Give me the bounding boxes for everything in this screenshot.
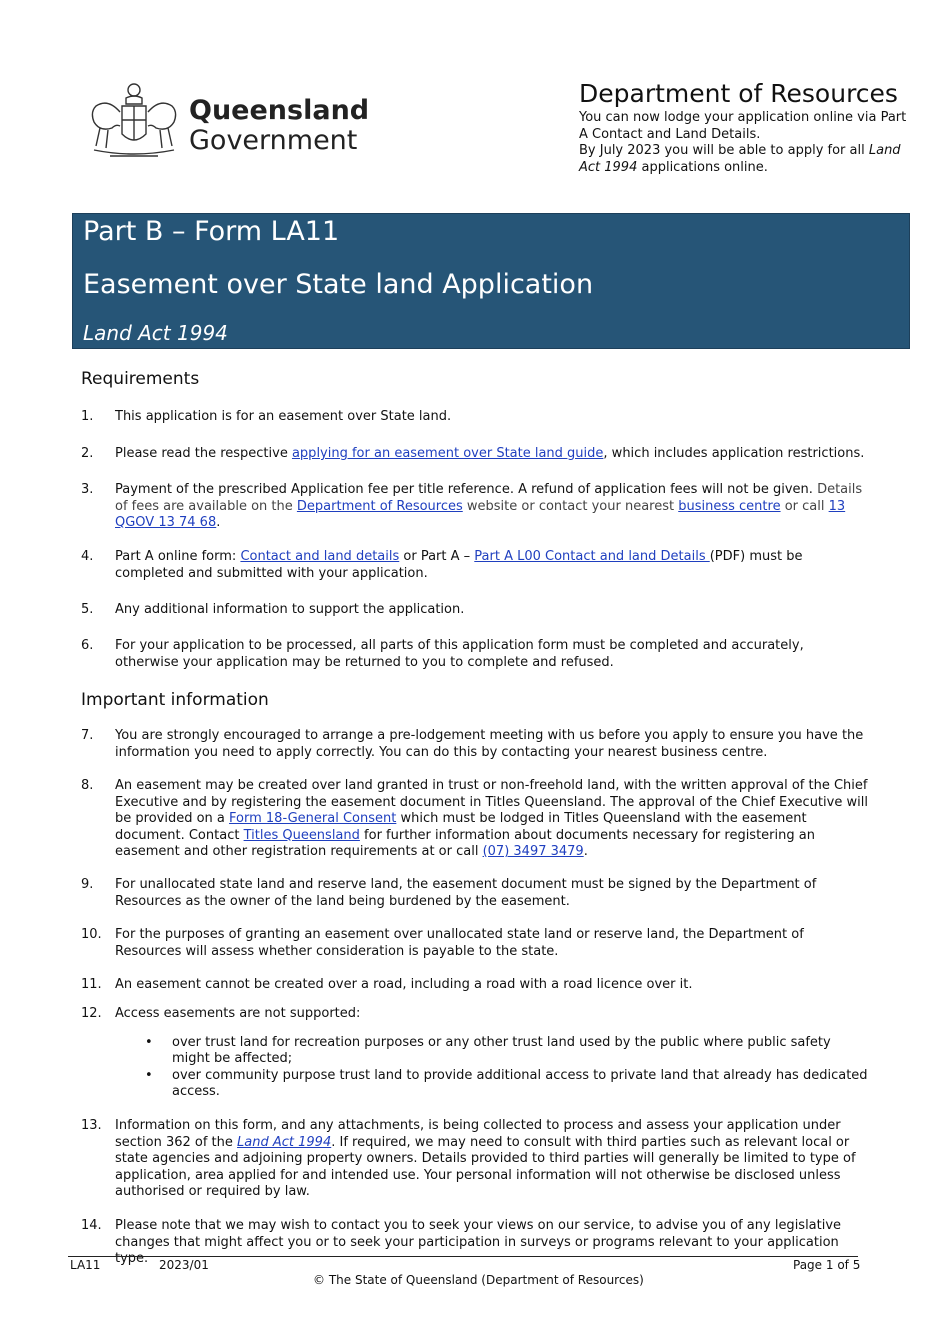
footer-version: 2023/01 [159, 1258, 209, 1272]
footer-page-number: Page 1 of 5 [793, 1258, 861, 1272]
list-item: 3. Payment of the prescribed Application fee per title reference. A refund of application fees will not be given. Details of fees are available on the Department of Resources website or contact your nearest business centre or call 13 QGOV 13 74 68. [81, 482, 863, 530]
list-item: 5. Any additional information to support the application. [81, 602, 465, 617]
bullet-item: • over trust land for recreation purposes or any other trust land used by the public where public safety might be affected; [145, 1034, 831, 1066]
list-item: 13. Information on this form, and any attachments, is being collected to process and assess your application under section 362 of the Land Act 1994. If required, we may need to consult with third parties such as relevant local or state agencies and adjoining property owners. Details provided to third parties will generally be limited to type of application, area applied for and intended use. Your personal information will not otherwise be disclosed unless authorised or required by law. [81, 1118, 856, 1199]
list-item: 8. An easement may be created over land granted in trust or non-freehold land, with the written approval of the Chief Executive and by registering the easement document in Titles Queensland. The approval of the Chief Executive will be provided on a Form 18-General Consent which must be lodged in Titles Queensland with the easement document. Contact Titles Queensland for further information about documents necessary for registering an easement and other registration requirements at or call (07) 3497 3479. [81, 778, 868, 859]
list-item: 6. For your application to be processed, all parts of this application form must be completed and accurately, otherwise your application may be returned to you to complete and refused. [81, 638, 804, 670]
form-18-link[interactable]: Form 18-General Consent [229, 811, 397, 826]
form-part-title: Part B – Form LA11 [83, 216, 340, 247]
contact-land-details-link[interactable]: Contact and land details [240, 549, 400, 564]
department-title: Department of Resources [579, 79, 898, 108]
important-info-heading: Important information [81, 690, 269, 710]
footer-copyright: © The State of Queensland (Department of Resources) [313, 1273, 644, 1287]
coat-of-arms-icon [86, 76, 182, 166]
july-note: By July 2023 you will be able to apply for all Land Act 1994 applications online. [579, 143, 901, 175]
bullet-item: • over community purpose trust land to provide additional access to private land that already has dedicated access. [145, 1067, 868, 1099]
qld-government-logo [86, 76, 370, 166]
list-item: 9. For unallocated state land and reserve land, the easement document must be signed by the Department of Resources as the owner of the land being burdened by the easement. [81, 877, 817, 909]
list-item: 10. For the purposes of granting an easement over unallocated state land or reserve land, the Department of Resources will assess whether consideration is payable to the state. [81, 927, 804, 959]
part-a-l00-link[interactable]: Part A L00 Contact and land Details [474, 549, 710, 564]
land-act-link[interactable]: Land Act 1994 [237, 1134, 332, 1150]
list-item: 2. Please read the respective applying for an easement over State land guide, which includes application restrictions. [81, 446, 865, 461]
easement-guide-link[interactable]: applying for an easement over State land guide [291, 446, 604, 461]
department-notes [579, 110, 909, 176]
titles-phone-link[interactable]: (07) 3497 3479 [482, 844, 584, 859]
list-item: 7. You are strongly encouraged to arrange a pre-lodgement meeting with us before you apply to ensure you have the information you need to apply correctly. You can do this by contacting your nearest business centre. [81, 728, 864, 760]
logo-government: Government [189, 125, 358, 156]
list-item: 11. An easement cannot be created over a road, including a road with a road licence over it. [81, 977, 693, 992]
form-title: Easement over State land Application [83, 269, 594, 300]
list-item: 1. This application is for an easement over State land. [81, 409, 452, 424]
list-item: 4. Part A online form: Contact and land details or Part A – Part A L00 Contact and land Details (PDF) must be completed and submitted with your application. [81, 549, 803, 581]
qgov-phone-link[interactable]: 13 QGOV 13 74 68 [115, 498, 846, 530]
department-header [579, 78, 909, 176]
list-item: 14. Please note that we may wish to contact you to seek your views on our service, to advise you of any legislative changes that might affect you or to seek your participation in surveys or programs relevant to your application type. [81, 1218, 842, 1266]
requirements-heading: Requirements [81, 369, 200, 389]
online-lodge-note: You can now lodge your application online via Part A Contact and Land Details. [579, 110, 907, 142]
form-act: Land Act 1994 [83, 321, 228, 345]
department-link[interactable]: Department of Resources [296, 498, 463, 514]
bullet-list [145, 1034, 871, 1101]
footer-divider [68, 1256, 858, 1257]
logo-queensland: Queensland [189, 95, 370, 126]
business-centre-link[interactable]: business centre [678, 498, 781, 514]
footer-form-code: LA11 [70, 1258, 101, 1272]
list-item: 12. Access easements are not supported: • over trust land for recreation purposes or any other trust land used by the public where public safety might be affected; • over community purpose trust land to provide additional access to private land that already has dedicated access. [81, 1006, 871, 1101]
form-title-banner [72, 213, 910, 349]
titles-queensland-link[interactable]: Titles Queensland [243, 827, 360, 843]
